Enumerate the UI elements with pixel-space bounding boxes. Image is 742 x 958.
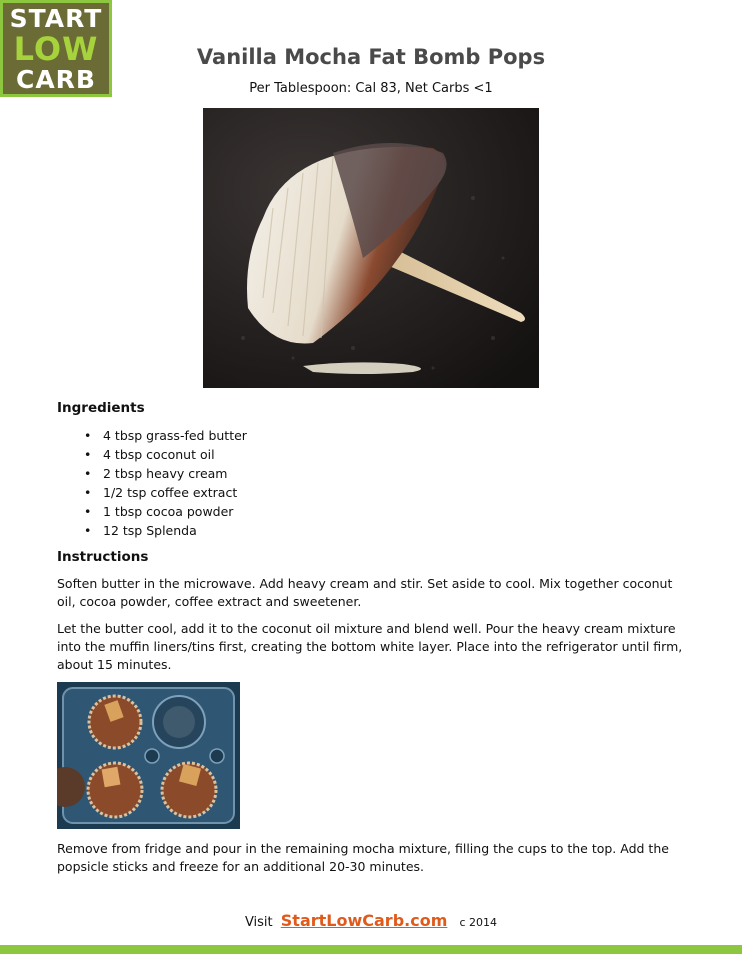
- instruction-step-1: Soften butter in the microwave. Add heavy cream and stir. Set aside to cool. Mix together coconut oil, cocoa powder, coffee extract and sweetener.: [57, 576, 673, 609]
- ingredient-item: [84, 521, 247, 540]
- fat-bomb-pop-illustration: [203, 108, 539, 388]
- ingredient-text: 1 tbsp cocoa powder: [103, 504, 234, 519]
- instructions-heading: Instructions: [57, 549, 149, 565]
- footer: [0, 911, 742, 930]
- copyright-text: c 2014: [459, 916, 498, 929]
- recipe-title: Vanilla Mocha Fat Bomb Pops: [196, 45, 546, 69]
- footer-visit-text: Visit: [244, 915, 273, 930]
- ingredient-text: 4 tbsp coconut oil: [103, 447, 215, 462]
- instruction-step-2: Let the butter cool, add it to the coconut oil mixture and blend well. Pour the heavy cream mixture into the muffin liners/tins first, creating the bottom white layer. Place into the refrigerator until firm, about 15 minutes.: [57, 621, 683, 672]
- bullet-icon: •: [84, 504, 92, 519]
- ingredient-item: [84, 426, 247, 445]
- logo-line-carb: CARB: [15, 64, 96, 94]
- instruction-step-3: Remove from fridge and pour in the remaining mocha mixture, filling the cups to the top. Add the popsicle sticks and freeze for an additional 20-30 minutes.: [57, 841, 669, 874]
- ingredient-item: [84, 445, 247, 464]
- logo-line-start: START: [9, 3, 103, 33]
- muffin-tin-illustration: [57, 682, 240, 829]
- fat-bomb-pop-photo: [203, 108, 539, 388]
- logo-line-low: LOW: [13, 29, 99, 68]
- ingredient-item: [84, 483, 247, 502]
- ingredient-text: 4 tbsp grass-fed butter: [103, 428, 247, 443]
- website-link[interactable]: StartLowCarb.com: [280, 911, 448, 930]
- ingredient-text: 1/2 tsp coffee extract: [103, 485, 238, 500]
- ingredients-heading: Ingredients: [57, 400, 145, 416]
- bullet-icon: •: [84, 523, 92, 538]
- ingredients-list: [84, 426, 247, 540]
- footer-green-bar: [0, 945, 742, 954]
- bullet-icon: •: [84, 447, 92, 462]
- ingredient-text: 2 tbsp heavy cream: [103, 466, 228, 481]
- bullet-icon: •: [84, 428, 92, 443]
- muffin-tin-photo: [57, 682, 240, 829]
- ingredient-text: 12 tsp Splenda: [103, 523, 197, 538]
- bullet-icon: •: [84, 485, 92, 500]
- ingredient-item: [84, 502, 247, 521]
- ingredient-item: [84, 464, 247, 483]
- nutrition-subtitle: Per Tablespoon: Cal 83, Net Carbs <1: [249, 81, 493, 96]
- bullet-icon: •: [84, 466, 92, 481]
